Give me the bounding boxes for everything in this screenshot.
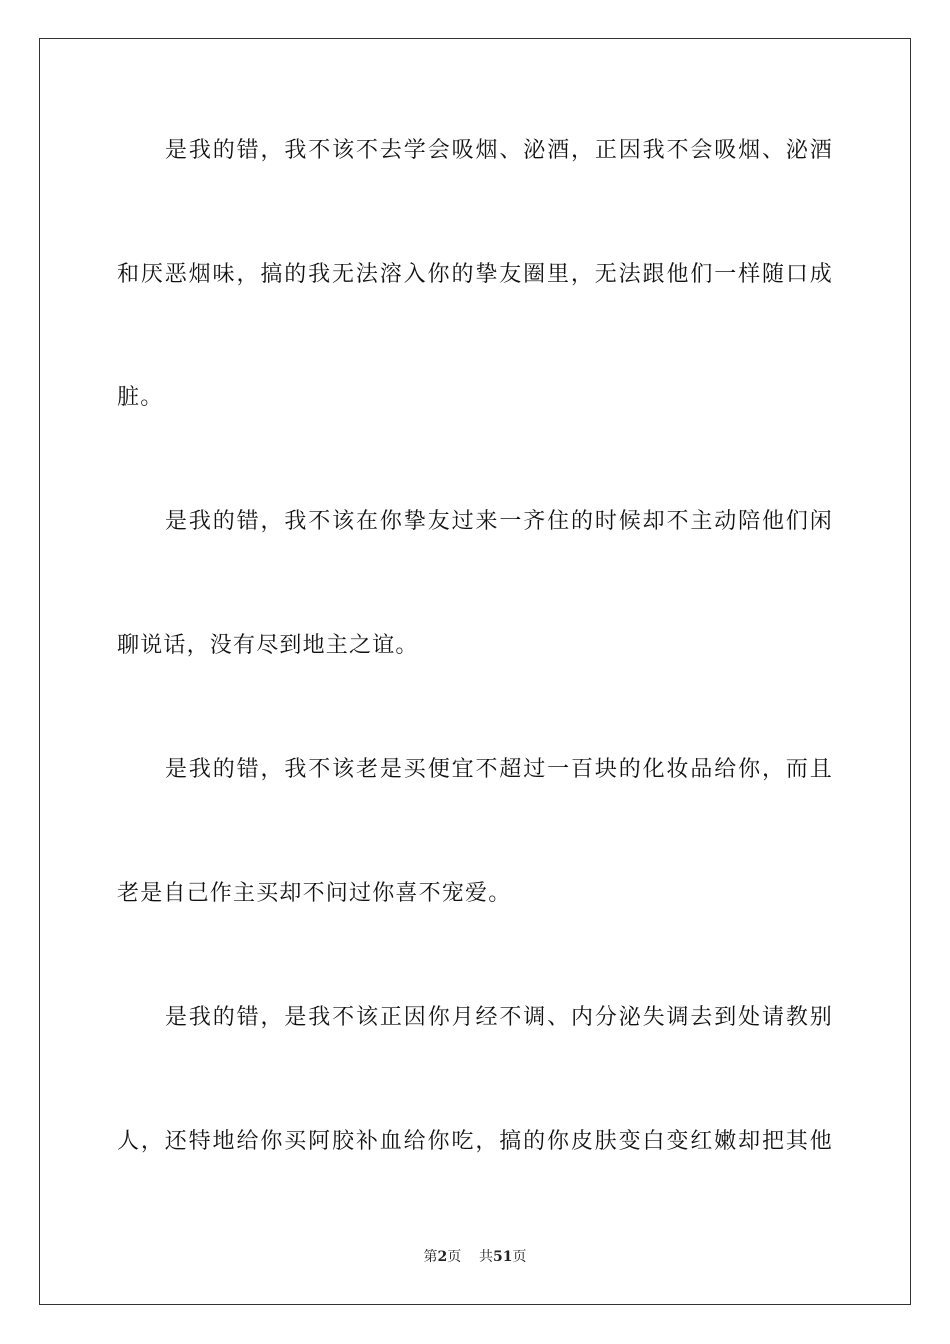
page-border [39, 38, 911, 1305]
paragraph-2-line-1: 是我的错，我不该在你挚友过来一齐住的时候却不主动陪他们闲 [165, 509, 833, 534]
total-pages: 51 [493, 1249, 513, 1265]
paragraph-4-line-2: 人，还特地给你买阿胶补血给你吃，搞的你皮肤变白变红嫩却把其他 [117, 1129, 833, 1154]
page-prefix: 第 [423, 1249, 438, 1265]
paragraph-1-line-1: 是我的错，我不该不去学会吸烟、泌酒，正因我不会吸烟、泌酒 [165, 138, 833, 163]
paragraph-4-line-1: 是我的错，是我不该正因你月经不调、内分泌失调去到处请教别 [165, 1005, 833, 1030]
total-prefix: 共 [479, 1249, 494, 1265]
page-suffix: 页 [447, 1249, 462, 1265]
page-number: 2 [437, 1249, 448, 1265]
total-suffix: 页 [512, 1249, 527, 1265]
paragraph-1-line-2: 和厌恶烟味，搞的我无法溶入你的挚友圈里，无法跟他们一样随口成 [117, 262, 833, 287]
paragraph-3-line-2: 老是自己作主买却不问过你喜不宠爱。 [117, 881, 512, 906]
paragraph-3-line-1: 是我的错，我不该老是买便宜不超过一百块的化妆品给你，而且 [165, 757, 833, 782]
paragraph-2-line-2: 聊说话，没有尽到地主之谊。 [117, 633, 419, 658]
page-footer [0, 1248, 950, 1266]
paragraph-1-line-3: 脏。 [117, 385, 164, 410]
